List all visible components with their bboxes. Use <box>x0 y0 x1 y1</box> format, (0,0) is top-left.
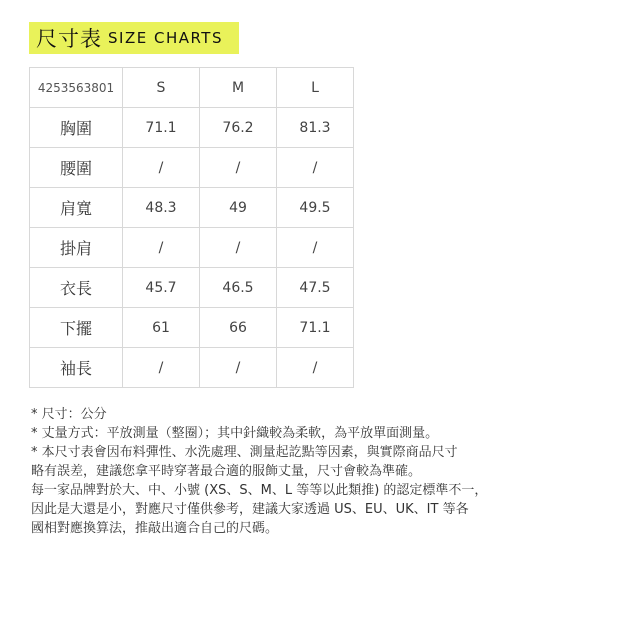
table-cell: / <box>200 228 277 268</box>
size-chart-table <box>29 67 354 388</box>
table-cell: 71.1 <box>123 108 200 148</box>
table-row <box>30 148 354 188</box>
note-line: * 本尺寸表會因布料彈性、水洗處理、測量起訖點等因素，與實際商品尺寸 <box>31 445 458 460</box>
table-cell: 49.5 <box>277 188 354 228</box>
table-cell: 48.3 <box>123 188 200 228</box>
table-cell: / <box>277 228 354 268</box>
table-row <box>30 188 354 228</box>
size-chart-title-banner <box>29 22 239 54</box>
table-cell: / <box>277 348 354 388</box>
row-label: 胸圍 <box>30 108 123 148</box>
note-line: 每一家品牌對於大、中、小號 (XS、S、M、L 等等以此類推) 的認定標準不一， <box>31 483 488 498</box>
table-cell: 61 <box>123 308 200 348</box>
table-row <box>30 228 354 268</box>
table-cell: / <box>200 148 277 188</box>
note-line: * 尺寸：公分 <box>31 407 107 422</box>
note-line: 國相對應換算法，推敲出適合自己的尺碼。 <box>31 521 279 536</box>
table-cell: / <box>123 148 200 188</box>
product-id-cell: 4253563801 <box>30 68 123 108</box>
row-label: 腰圍 <box>30 148 123 188</box>
row-label: 衣長 <box>30 268 123 308</box>
table-cell: 71.1 <box>277 308 354 348</box>
table-row <box>30 348 354 388</box>
table-cell: 49 <box>200 188 277 228</box>
row-label: 掛肩 <box>30 228 123 268</box>
table-row <box>30 108 354 148</box>
table-header-row <box>30 68 354 108</box>
size-header-l: L <box>277 68 354 108</box>
size-notes <box>31 405 621 538</box>
table-row <box>30 308 354 348</box>
note-line: * 丈量方式：平放測量（整圈）；其中針織較為柔軟，為平放單面測量。 <box>31 426 439 441</box>
note-line: 略有誤差，建議您拿平時穿著最合適的服飾丈量，尺寸會較為準確。 <box>31 464 422 479</box>
note-line: 因此是大還是小，對應尺寸僅供參考，建議大家透過 US、EU、UK、IT 等各 <box>31 502 469 517</box>
table-row <box>30 268 354 308</box>
table-cell: / <box>200 348 277 388</box>
table-cell: 46.5 <box>200 268 277 308</box>
table-cell: / <box>123 228 200 268</box>
row-label: 下擺 <box>30 308 123 348</box>
row-label: 肩寬 <box>30 188 123 228</box>
table-cell: 66 <box>200 308 277 348</box>
title-english: SIZE CHARTS <box>108 29 223 47</box>
table-cell: 81.3 <box>277 108 354 148</box>
table-cell: 45.7 <box>123 268 200 308</box>
table-cell: / <box>277 148 354 188</box>
table-cell: / <box>123 348 200 388</box>
size-header-s: S <box>123 68 200 108</box>
title-chinese: 尺寸表 <box>36 27 102 51</box>
table-cell: 76.2 <box>200 108 277 148</box>
table-cell: 47.5 <box>277 268 354 308</box>
row-label: 袖長 <box>30 348 123 388</box>
size-header-m: M <box>200 68 277 108</box>
